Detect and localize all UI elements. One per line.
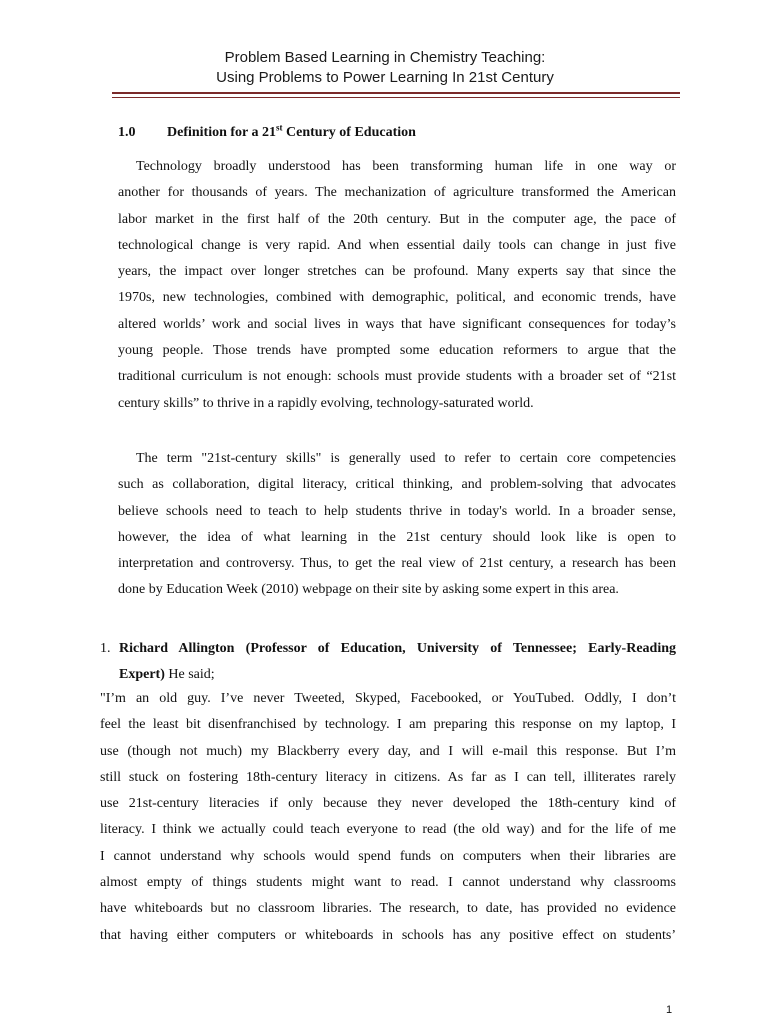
paragraph-1-line: century skills” to thrive in a rapidly evolving, technology-saturated world.: [118, 395, 534, 411]
quote-line: literacy. I think we actually could teach everyone to read (the old way) and for the life of me: [100, 822, 676, 838]
paragraph-1-line: labor market in the first half of the 20th century. But in the computer age, the pace of: [118, 211, 676, 227]
quote-line: have whiteboards but no classroom libraries. The research, to date, has provided no evidence: [100, 901, 676, 917]
list-item-number: 1.: [100, 641, 111, 656]
paragraph-1-line: another for thousands of years. The mechanization of agriculture transformed the American: [118, 185, 676, 201]
paragraph-1-line: young people. Those trends have prompted some education reformers to argue that the: [118, 343, 676, 359]
page-header: [90, 48, 680, 88]
paragraph-2-line: believe schools need to teach to help students thrive in today's world. In a broader sense,: [118, 503, 676, 519]
paragraph-1-line: 1970s, new technologies, combined with demographic, political, and economic trends, have: [118, 290, 676, 306]
expert-name-line-1: Richard Allington (Professor of Education, University of Tennessee; Early-Reading: [119, 641, 676, 656]
paragraph-2-line: however, the idea of what learning in the 21st century should look like is open to: [118, 529, 676, 545]
header-rule: [112, 92, 680, 98]
quote-line: feel the least bit disenfranchised by technology. I am preparing this response on my laptop, I: [100, 717, 676, 733]
paragraph-1: [118, 154, 676, 417]
quote-body: [100, 686, 676, 949]
paragraph-1-line: traditional curriculum is not enough: schools must provide students with a broader set of “21st: [118, 369, 676, 385]
quote-line: I cannot understand why schools would spend funds on computers when their libraries are: [100, 848, 676, 864]
section-heading: [118, 117, 416, 143]
page-number: 1: [666, 1004, 673, 1016]
paragraph-2-line: The term "21st-century skills" is generally used to refer to certain core competencies: [136, 451, 676, 466]
header-title-line-1: Problem Based Learning in Chemistry Teaching:: [224, 49, 546, 66]
quote-line: almost empty of things students might want to read. I cannot understand why classrooms: [100, 875, 676, 891]
paragraph-2: [118, 446, 676, 604]
quote-line: "I’m an old guy. I’ve never Tweeted, Skyped, Facebooked, or YouTubed. Oddly, I don’t: [100, 691, 676, 706]
quote-attribution: [119, 636, 676, 689]
quote-line: that having either computers or whiteboards in schools has any positive effect on students’: [100, 927, 676, 943]
header-title-line-2: Using Problems to Power Learning In 21st Century: [216, 69, 554, 86]
quote-line: use 21st-century literacies if only because they never developed the 18th-century kind of: [100, 796, 676, 812]
paragraph-1-line: technological change is very rapid. And when essential daily tools can change in just five: [118, 237, 676, 253]
paragraph-2-line: such as collaboration, digital literacy, critical thinking, and problem-solving that advocates: [118, 477, 676, 493]
expert-name-line-2: Expert) He said;: [119, 667, 215, 683]
quote-line: still stuck on fostering 18th-century literacy in citizens. As far as I can tell, illiterates rarely: [100, 769, 676, 785]
section-heading-text: Definition for a 21st Century of Education: [167, 122, 416, 140]
section-number: 1.0: [118, 124, 136, 140]
paragraph-1-line: years, the impact over longer stretches can be profound. Many experts say that since the: [118, 264, 676, 280]
quote-line: use (though not much) my Blackberry every day, and I will e-mail this response. But I’m: [100, 743, 676, 759]
paragraph-2-line: interpretation and controversy. Thus, to get the real view of 21st century, a research has been: [118, 556, 676, 572]
paragraph-1-line: Technology broadly understood has been transforming human life in one way or: [136, 159, 676, 174]
paragraph-2-line: done by Education Week (2010) webpage on their site by asking some expert in this area.: [118, 582, 619, 598]
paragraph-1-line: altered worlds’ work and social lives in ways that have significant consequences for today’s: [118, 316, 676, 332]
